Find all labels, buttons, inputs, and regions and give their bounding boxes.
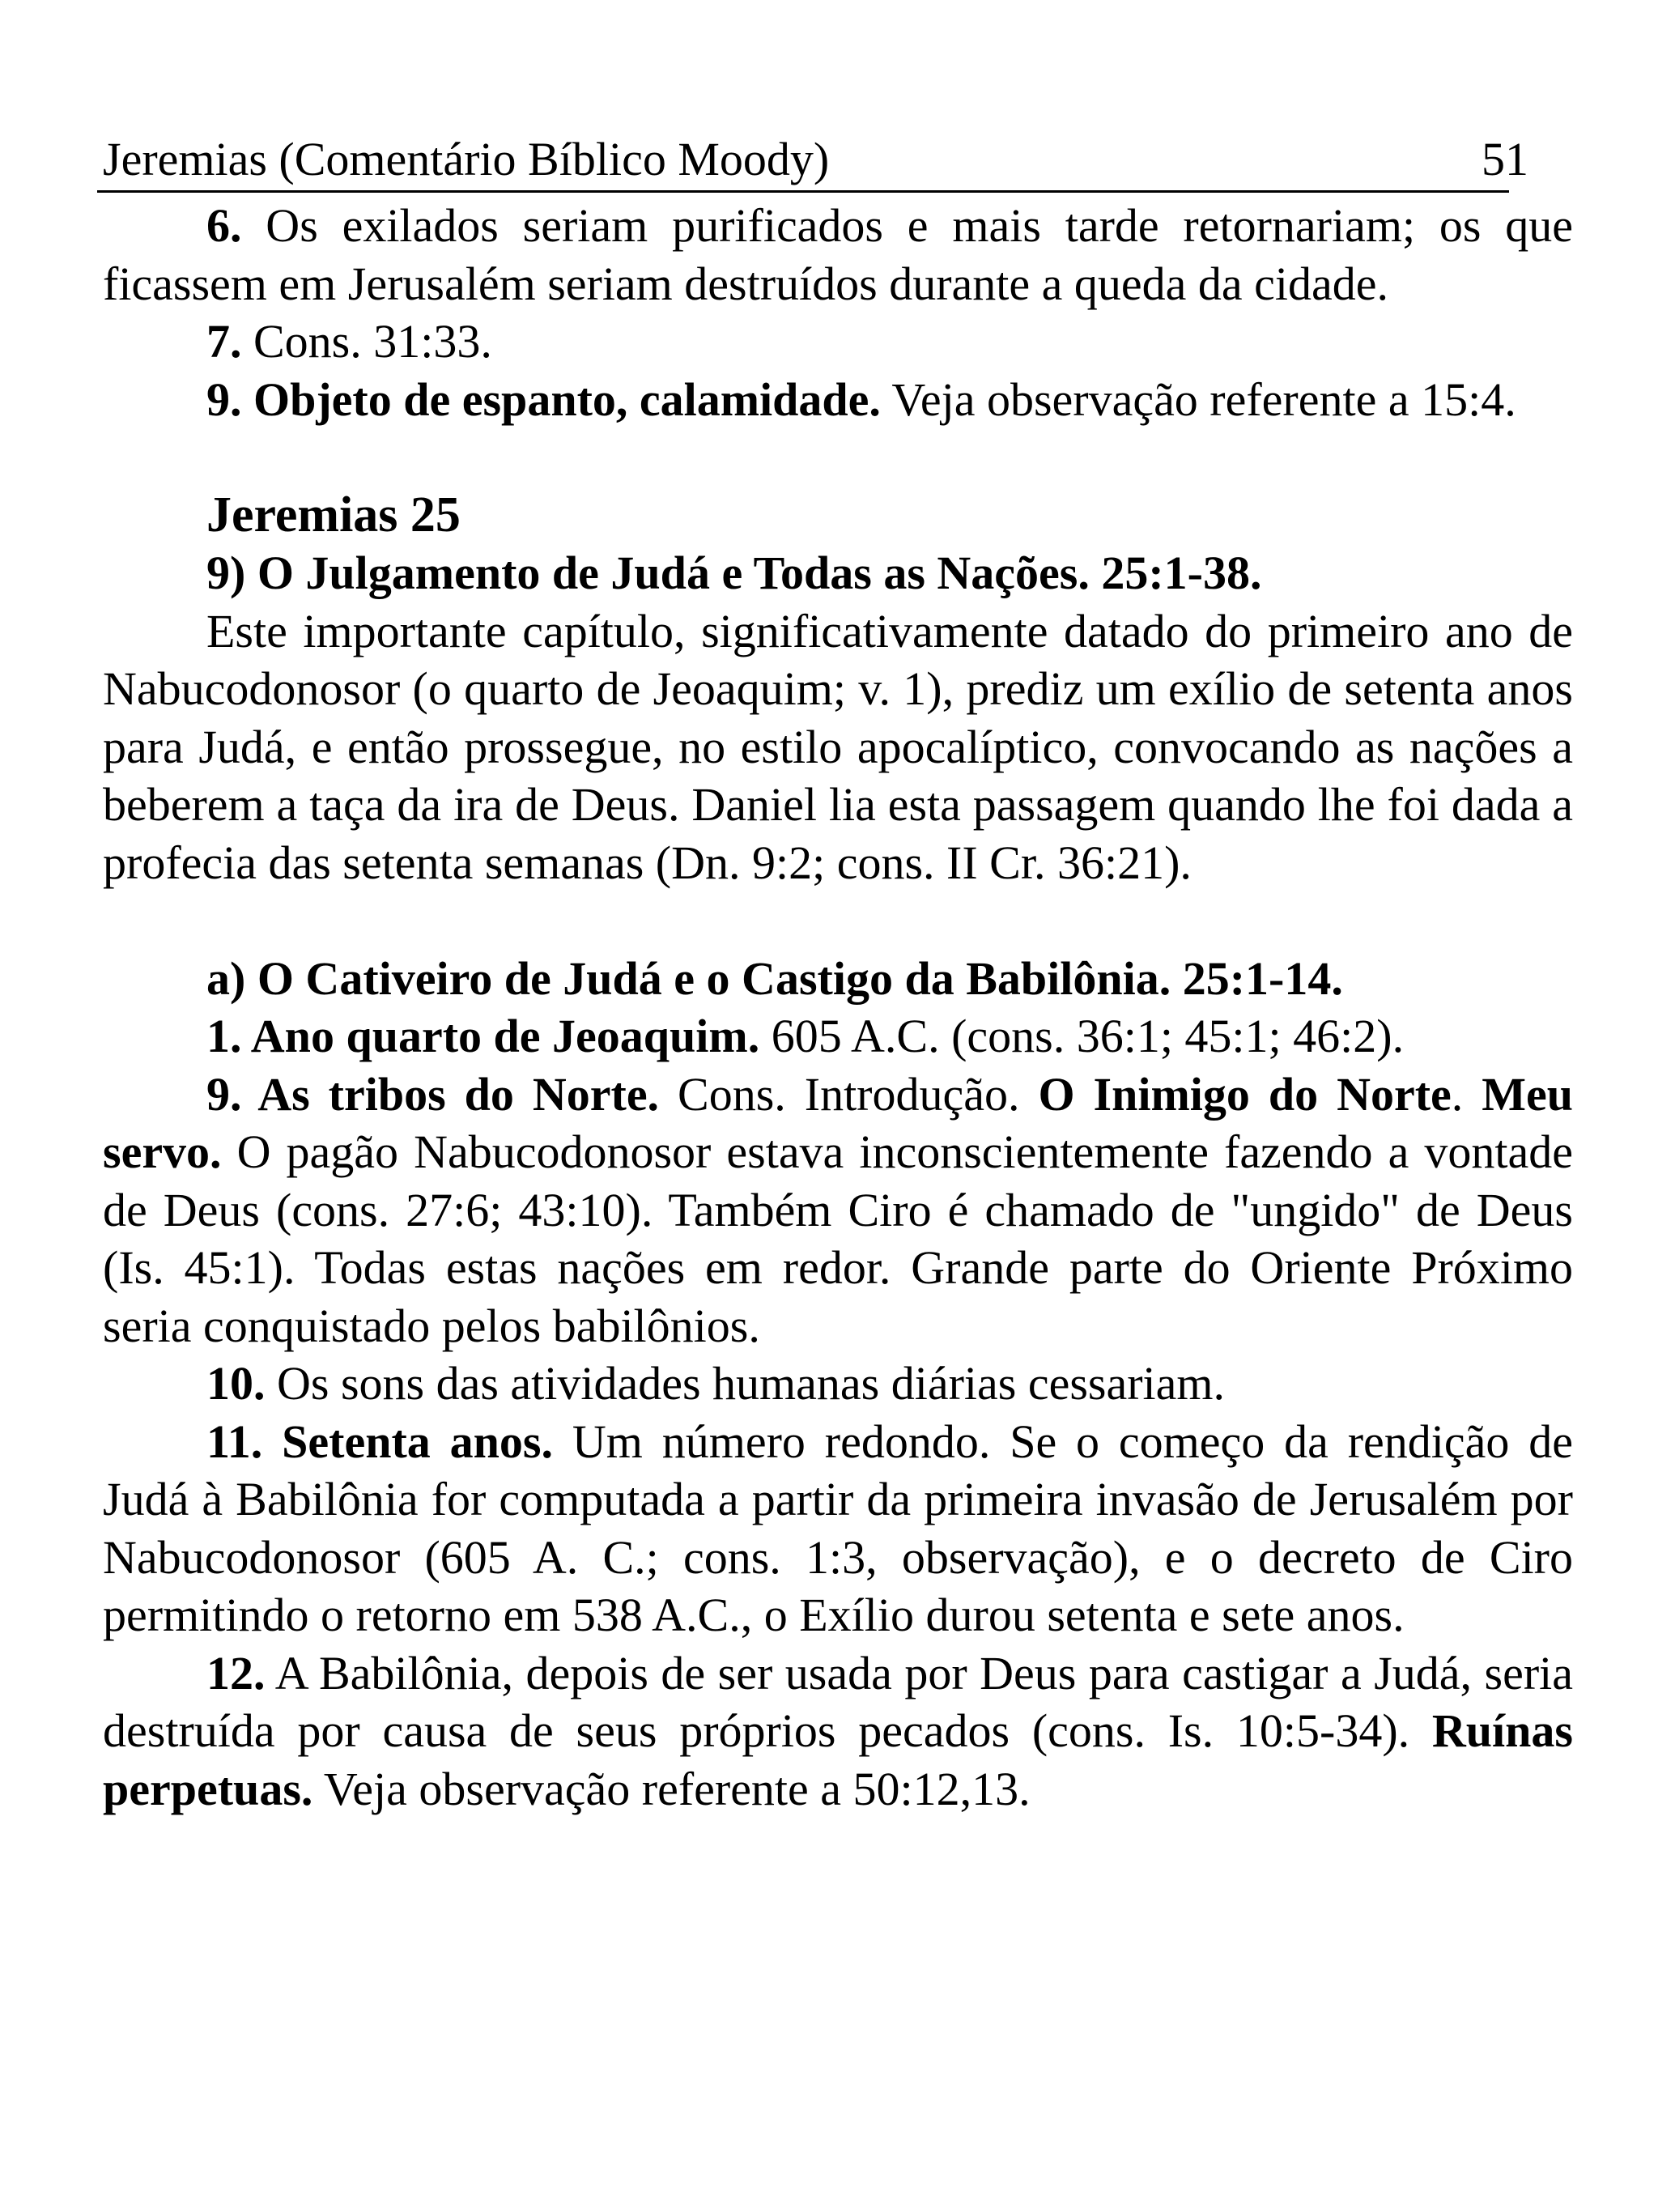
paragraph-verse-11 — [103, 1413, 1573, 1644]
verse-lemma: 9. Objeto de espanto, calamidade. — [206, 372, 881, 426]
header-title: Jeremias (Comentário Bíblico Moody) — [103, 133, 830, 185]
verse-lemma: 9. As tribos do Norte. — [206, 1067, 660, 1121]
paragraph-verse-9-ch24 — [103, 371, 1573, 429]
verse-text: Os sons das atividades humanas diárias cessariam. — [265, 1357, 1225, 1410]
page-number: 51 — [1482, 133, 1528, 185]
verse-text: Um número redondo. Se o começo da rendição de Judá à Babilônia for computada a partir da primeira invasão de Jerusalém por Nabucodonosor (605 A. C.; cons. 1:3, observação), e o decreto de Ciro permitindo o retorno em 538 A.C., o Exílio durou setenta e sete anos. — [103, 1414, 1574, 1641]
paragraph-verse-1 — [103, 1007, 1573, 1066]
verse-lemma: Ruínas perpetuas. — [103, 1704, 1573, 1815]
subsection-heading: a) O Cativeiro de Judá e o Castigo da Babilônia. 25:1-14. — [206, 951, 1343, 1005]
verse-text: 605 A.C. (cons. 36:1; 45:1; 46:2). — [759, 1010, 1405, 1062]
paragraph-verse-6 — [103, 197, 1573, 313]
spacer — [103, 891, 1573, 950]
verse-number: 6. — [206, 199, 242, 252]
verse-text: Veja observação referente a 50:12,13. — [312, 1762, 1031, 1815]
verse-text: Cons. 31:33. — [241, 315, 492, 368]
header-rule — [97, 190, 1509, 193]
verse-text: . — [1451, 1067, 1482, 1121]
paragraph-verse-10 — [103, 1355, 1573, 1413]
spacer — [103, 428, 1573, 487]
chapter-heading: Jeremias 25 — [206, 487, 461, 542]
intro-paragraph: Este importante capítulo, significativamente datado do primeiro ano de Nabucodonosor (o quarto de Jeoaquim; v. 1), prediz um exílio de setenta anos para Judá, e então prossegue, no estilo apocalíptico, convocando as nações a beberem a taça da ira de Deus. Daniel lia esta passagem quando lhe foi dada a profecia das setenta semanas (Dn. 9:2; cons. II Cr. 36:21). — [103, 604, 1573, 889]
section-heading: 9) O Julgamento de Judá e Todas as Nações. 25:1-38. — [206, 547, 1262, 599]
verse-lemma: O Inimigo do Norte — [1038, 1067, 1452, 1121]
verse-lemma: Meu servo. — [103, 1067, 1573, 1178]
paragraph-verse-12 — [103, 1644, 1573, 1819]
verse-text: O pagão Nabucodonosor estava inconscientemente fazendo a vontade de Deus (cons. 27:6; 43:10). Também Ciro é chamado de "ungido" de Deus (Is. 45:1). Todas estas nações em redor. Grande parte do Oriente Próximo seria conquistado pelos babilônios. — [103, 1125, 1573, 1352]
verse-text: Os exilados seriam purificados e mais tarde retornariam; os que ficassem em Jerusalém seriam destruídos durante a queda da cidade. — [103, 199, 1573, 310]
paragraph-verse-9 — [103, 1066, 1573, 1355]
running-header — [103, 131, 1536, 188]
verse-text: Cons. Introdução. — [659, 1067, 1039, 1121]
verse-lemma: 1. Ano quarto de Jeoaquim. — [206, 1010, 760, 1062]
verse-text: A Babilônia, depois de ser usada por Deus para castigar a Judá, seria destruída por causa de seus próprios pecados (cons. Is. 10:5-34). — [103, 1646, 1573, 1757]
verse-text: Veja observação referente a 15:4. — [880, 372, 1516, 426]
body-text — [103, 197, 1573, 1818]
verse-number: 10. — [206, 1357, 266, 1410]
verse-number: 12. — [206, 1646, 266, 1699]
verse-number: 7. — [206, 315, 242, 368]
paragraph-verse-7 — [103, 313, 1573, 371]
verse-lemma: 11. Setenta anos. — [206, 1414, 553, 1468]
